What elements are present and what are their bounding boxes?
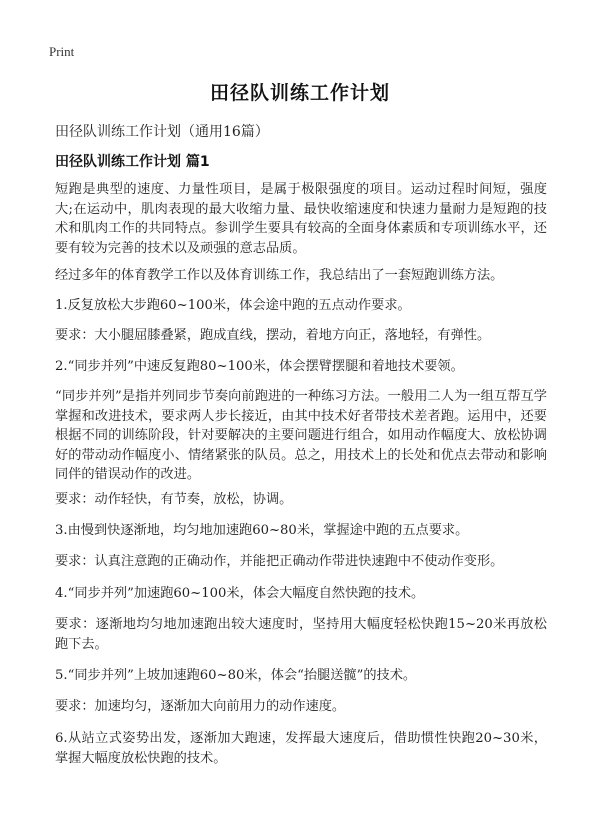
paragraph-intro: 短跑是典型的速度、力量性项目，是属于极限强度的项目。运动过程时间短，强度大;在运动中，肌肉表现的最大收缩力量、最快收缩速度和快速力量耐力是短跑的技术和肌肉工作的共同特点。参训学生要具有较高的全面身体素质和专项训练水平，还要有较为完善的技术以及顽强的意志品质。 [55,182,547,256]
paragraph-requirement-3: 要求：认真注意跑的正确动作，并能把正确动作带进快速跑中不使动作变形。 [55,554,504,569]
paragraph-drill-4: 4.“同步并列”加速跑60~100米，体会大幅度自然快跑的技术。 [55,586,425,601]
section-heading: 田径队训练工作计划 篇1 [55,154,210,170]
paragraph-drill-1: 1.反复放松大步跑60~100米，体会途中跑的五点动作要求。 [55,298,411,313]
print-label: Print [49,44,75,59]
paragraph-requirement-4: 要求：逐渐地均匀地加速跑出较大速度时，坚持用大幅度轻松快跑15~20米再放松跑下去。 [55,617,547,652]
paragraph-drill-2: 2.“同步并列”中速反复跑80~100米，体会摆臂摆腿和着地技术要领。 [55,359,464,374]
paragraph-requirement-5: 要求：加速均匀，逐渐加大向前用力的动作速度。 [55,699,346,714]
paragraph-requirement-2: 要求：动作轻快，有节奏，放松，协调。 [55,492,293,507]
paragraph-drill-6: 6.从站立式姿势出发，逐渐加大跑速，发挥最大速度后，借助惯性快跑20~30米，掌握大幅度放松快跑的技术。 [55,731,547,766]
paragraph-drill-3: 3.由慢到快逐渐地，均匀地加速跑60~80米，掌握途中跑的五点要求。 [55,523,469,538]
paragraph-summary: 经过多年的体育教学工作以及体育训练工作，我总结出了一套短跑训练方法。 [55,268,504,283]
document-title: 田径队训练工作计划 [209,82,390,104]
paragraph-sync-explanation: “同步并列”是指并列同步节奏向前跑进的一种练习方法。一般用二人为一组互帮互学掌握和改进技术，要求两人步长接近，由其中技术好者带技术差者跑。运用中，还要根据不同的训练阶段，针对要解决的主要问题进行组合，如用动作幅度大、放松协调好的带动动作幅度小、情绪紧张的队员。总之，用技术上的长处和优点去带动和影响同伴的错误动作的改进。 [55,389,547,482]
paragraph-drill-5: 5.“同步并列”上坡加速跑60~80米，体会“抬腿送髋”的技术。 [55,668,417,683]
document-subtitle: 田径队训练工作计划（通用16篇） [55,124,269,140]
paragraph-requirement-1: 要求：大小腿屈膝叠紧，跑成直线，摆动，着地方向正，落地轻，有弹性。 [55,328,491,343]
